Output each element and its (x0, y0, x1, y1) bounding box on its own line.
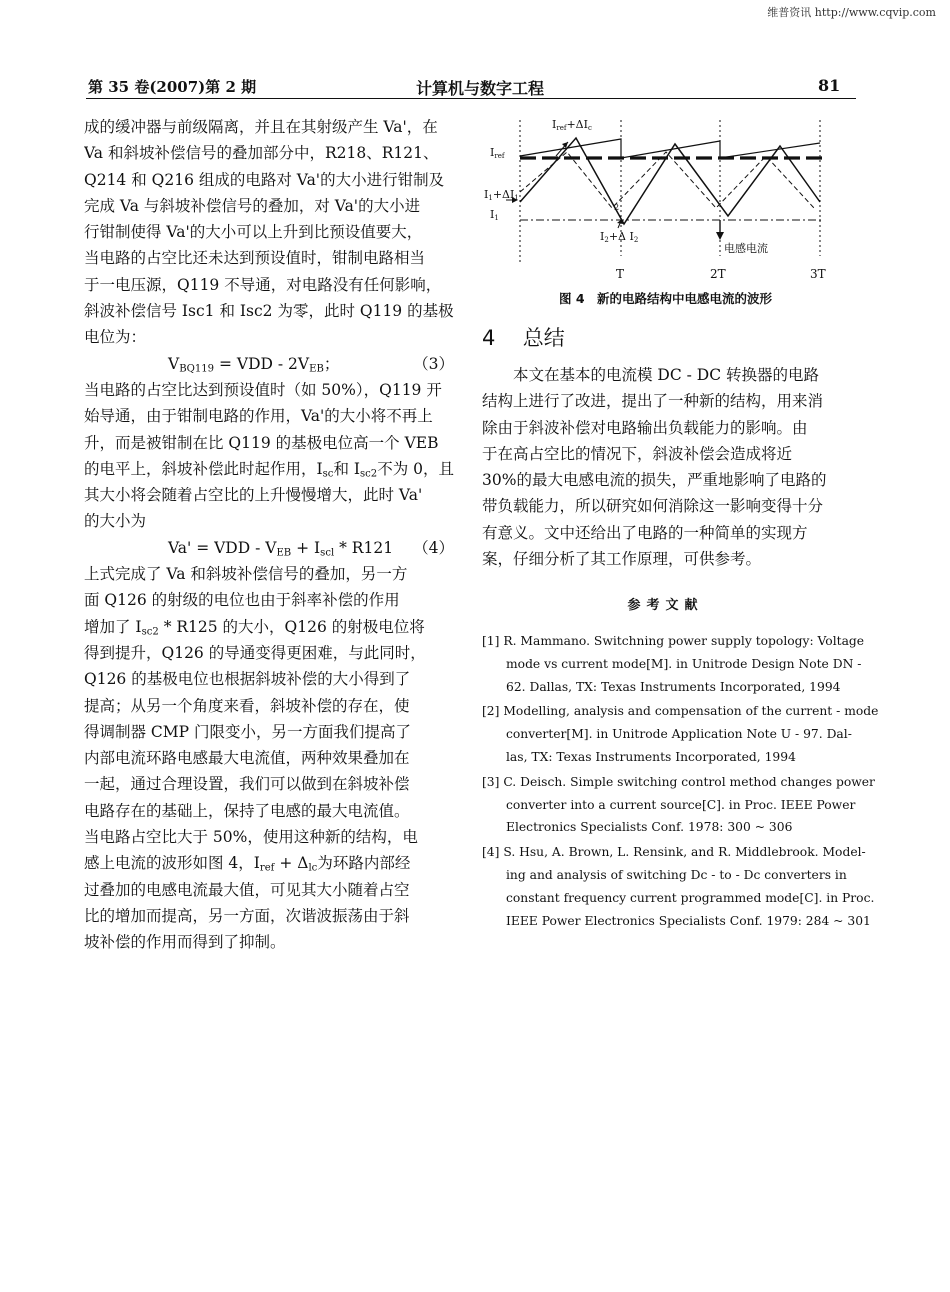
text-line: 当电路的占空比达到预设值时（如 50%），Q119 开 (84, 380, 442, 399)
text-line: 始导通，由于钳制电路的作用，Va'的大小将不再上 (84, 407, 433, 426)
text-line: 内部电流环路电感最大电流值，两种效果叠加在 (84, 749, 410, 768)
text-line: 结构上进行了改进，提出了一种新的结构，用来消 (482, 392, 824, 411)
text-line: 比的增加而提高，另一方面，次谐波振荡由于斜 (84, 906, 410, 925)
text-line: 坡补偿的作用而得到了抑制。 (84, 933, 286, 952)
tick-label-3t: 3T (810, 267, 826, 281)
text-line: 斜波补偿信号 Isc1 和 Isc2 为零，此时 Q119 的基极 (84, 302, 454, 321)
references-list (482, 630, 879, 934)
text-line: 完成 Va 与斜坡补偿信号的叠加，对 Va'的大小进 (84, 196, 421, 215)
text-line: 本文在基本的电流模 DC - DC 转换器的电路 (513, 366, 820, 384)
text-line: 成的缓冲器与前级隔离，并且在其射级产生 Va'，在 (84, 118, 438, 136)
text-line: 的电平上，斜坡补偿此时起作用，$I_{sc}$和 $I_{sc2}$不为 0，且 (84, 459, 454, 480)
equation-3 (84, 351, 454, 377)
section-number: 4 (482, 326, 496, 350)
text-line: 面 Q126 的射级的电位也由于斜率补偿的作用 (84, 591, 400, 610)
equation-number: （3） (413, 354, 454, 373)
inductor-current-dashed (520, 152, 814, 208)
left-column (84, 114, 454, 956)
issue-label: 第 35 卷(2007)第 2 期 (88, 78, 257, 96)
inductor-current-waveform (520, 138, 820, 224)
text-line: 于一电压源，Q119 不导通，对电路没有任何影响， (84, 275, 442, 294)
watermark-text: 维普资讯 http://www.cqvip.com (767, 6, 936, 19)
section-heading (482, 322, 565, 352)
text-line: 升，而是被钳制在比 Q119 的基极电位高一个 VEB (84, 433, 439, 452)
equation-body: $V_{BQ119}$ = VDD - $2V_{EB}$； (168, 354, 340, 375)
label-i1: I1 (490, 208, 499, 222)
ramp-line (520, 139, 820, 158)
text-line: 上式完成了 Va 和斜坡补偿信号的叠加，另一方 (84, 565, 408, 584)
text-line: 案，仔细分析了其工作原理，可供参考。 (482, 550, 762, 569)
text-line: 行钳制使得 Va'的大小可以上升到比预设值要大， (84, 223, 423, 242)
text-line: 30%的最大电感电流的损失，严重地影响了电路的 (482, 471, 827, 490)
reference-item: [2] Modelling, analysis and compensation of the current - mode converter[M]. in Unitrode Application Note U - 97. Dal- las, TX: Texas Instruments Incorporated, 1994 (482, 704, 879, 764)
text-line: 增加了 $I_{sc2} * R125$ 的大小，Q126 的射极电位将 (84, 617, 425, 638)
text-line: 当电路的占空比还未达到预设值时，钳制电路相当 (84, 249, 426, 268)
reference-item: [1] R. Mammano. Switchning power supply topology: Voltage mode vs current mode[M]. in Unitrode Design Note DN - 62. Dallas, TX: Texas Instruments Incorporated, 1994 (482, 634, 865, 694)
label-inductor-current: 电感电流 (724, 242, 768, 255)
equation-number: （4） (413, 538, 454, 557)
text-line: 其大小将会随着占空比的上升慢慢增大，此时 Va' (84, 486, 423, 505)
reference-item: [3] C. Deisch. Simple switching control method changes power converter into a current source[C]. in Proc. IEEE Power Electronics Specialists Conf. 1978: 300 ~ 306 (482, 774, 875, 835)
page-number: 81 (818, 76, 841, 95)
reference-item: [4] S. Hsu, A. Brown, L. Rensink, and R. Middlebrook. Model- ing and analysis of switching Dc - to - Dc converters in constant frequency current programmed mode[C]. in Proc. IEEE Power Electronics Specialists Conf. 1979: 284 ~ 301 (482, 845, 875, 928)
text-line: 感上电流的波形如图 4，$I_{ref} + \Delta_{lc}$为环路内部经 (84, 854, 411, 874)
text-line: 当电路占空比大于 50%，使用这种新的结构，电 (84, 828, 418, 847)
text-line: Q126 的基极电位也根据斜坡补偿的大小得到了 (84, 670, 411, 689)
text-line: Q214 和 Q216 组成的电路对 Va'的大小进行钳制及 (84, 170, 445, 189)
conclusion-paragraph (482, 362, 849, 572)
inductor-current-figure (484, 116, 844, 284)
text-line: 有意义。文中还给出了电路的一种简单的实现方 (482, 523, 808, 542)
text-line: 一起，通过合理设置，我们可以做到在斜坡补偿 (84, 775, 410, 794)
text-line: Va 和斜坡补偿信号的叠加部分中，R218、R121、 (84, 144, 439, 163)
equation-4 (84, 535, 454, 561)
label-marker-2: 2 (614, 203, 620, 212)
header-rule (86, 98, 856, 99)
figure-caption: 图 4 新的电路结构中电感电流的波形 (558, 291, 773, 306)
text-line: 得调制器 CMP 门限变小，另一方面我们提高了 (84, 722, 412, 741)
text-line: 除由于斜波补偿对电路输出负载能力的影响。由 (482, 418, 808, 437)
references-heading: 参考文献 (627, 598, 704, 613)
section-title: 总结 (522, 326, 565, 350)
text-line: 得到提升，Q126 的导通变得更困难，与此同时， (84, 643, 426, 662)
text-line: 电位为： (84, 328, 147, 347)
journal-title: 计算机与数字工程 (415, 79, 544, 98)
text-line: 于在高占空比的情况下，斜波补偿会造成将近 (482, 444, 793, 463)
tick-label-2t: 2T (710, 267, 726, 281)
text-line: 电路存在的基础上，保持了电感的最大电流值。 (84, 801, 410, 820)
equation-body: Va' = VDD - $V_{EB} + I_{scl} * R121$ (168, 538, 394, 559)
text-line: 过叠加的电感电流最大值，可见其大小随着占空 (84, 880, 410, 899)
label-i1-plus-delta: I1+ΔI1 (484, 188, 519, 202)
arrow-head (716, 232, 724, 240)
tick-label-t: T (616, 267, 625, 281)
text-line: 提高；从另一个角度来看，斜坡补偿的存在，使 (84, 696, 410, 715)
text-line: 带负载能力，所以研究如何消除这一影响变得十分 (482, 497, 824, 516)
label-iref: Iref (490, 146, 505, 160)
label-iref-plus-delta: Iref+ΔIc (552, 118, 592, 132)
label-i2-plus-delta: I2+Δ I2 (600, 230, 639, 244)
text-line: 的大小为 (84, 512, 147, 531)
